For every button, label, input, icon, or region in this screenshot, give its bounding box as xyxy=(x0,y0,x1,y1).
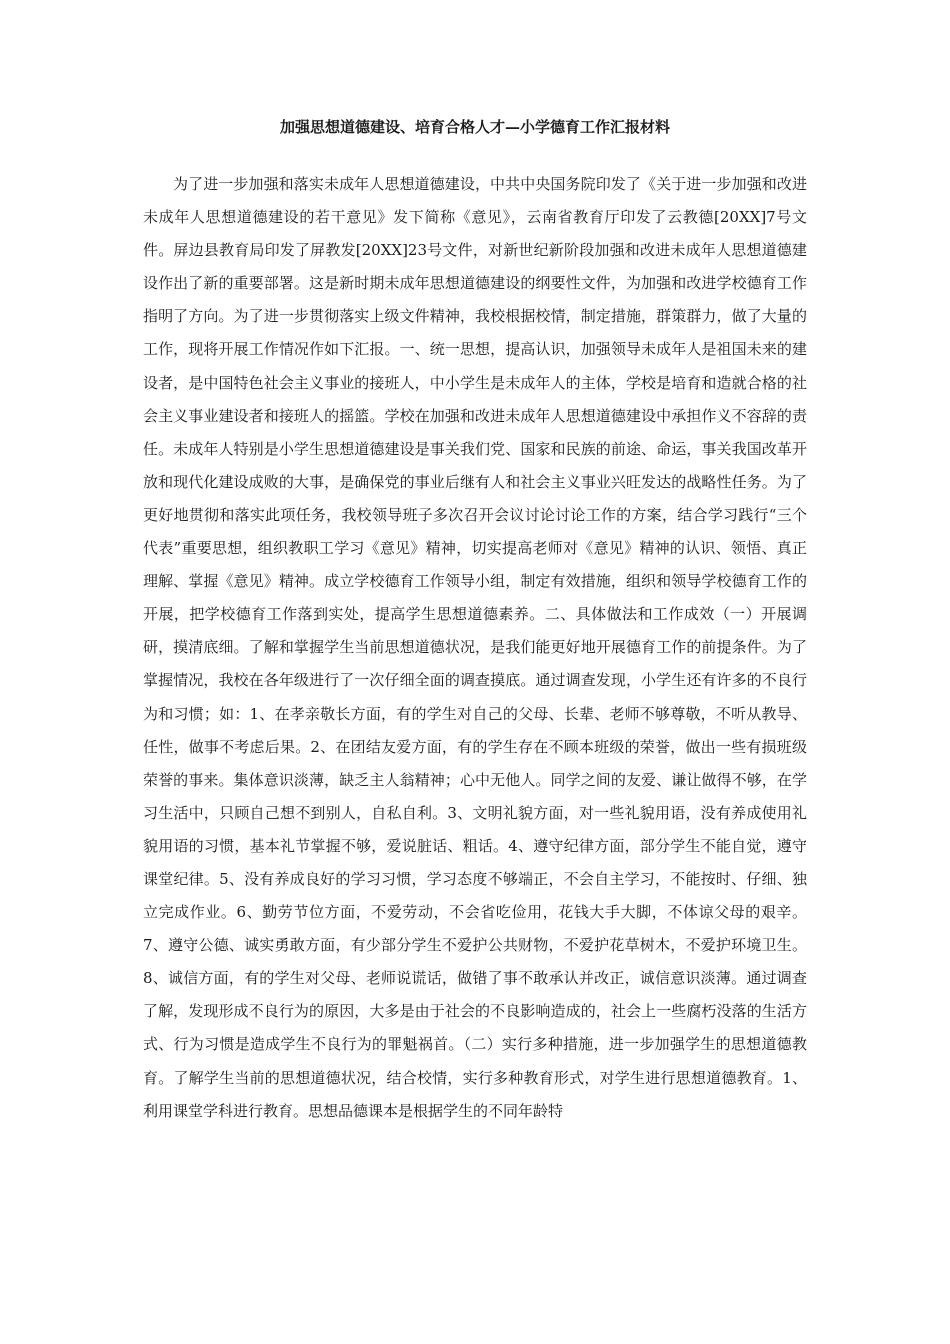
document-title: 加强思想道德建设、培育合格人才—小学德育工作汇报材料 xyxy=(279,118,670,136)
document-body-paragraph: 为了进一步加强和落实未成年人思想道德建设，中共中央国务院印发了《关于进一步加强和改进未成年人思想道德建设的若干意见》发下简称《意见》，云南省教育厅印发了云教德[20XX]7号文件。屏边县教育局印发了屏教发[20XX]23号文件，对新世纪新阶段加强和改进未成年人思想道德建设作出了新的重要部署。这是新时期未成年思想道德建设的纲要性文件，为加强和改进学校德育工作指明了方向。为了进一步贯彻落实上级文件精神，我校根据校情，制定措施，群策群力，做了大量的工作，现将开展工作情况作如下汇报。一、统一思想，提高认识，加强领导未成年人是祖国未来的建设者，是中国特色社会主义事业的接班人，中小学生是未成年人的主体，学校是培育和造就合格的社会主义事业建设者和接班人的摇篮。学校在加强和改进未成年人思想道德建设中承担作义不容辞的责任。未成年人特别是小学生思想道德建设是事关我们党、国家和民族的前途、命运，事关我国改革开放和现代化建设成败的大事，是确保党的事业后继有人和社会主义事业兴旺发达的战略性任务。为了更好地贯彻和落实此项任务，我校领导班子多次召开会议讨论讨论工作的方案，结合学习践行“三个代表”重要思想，组织教职工学习《意见》精神，切实提高老师对《意见》精神的认识、领悟、真正理解、掌握《意见》精神。成立学校德育工作领导小组，制定有效措施，组织和领导学校德育工作的开展，把学校德育工作落到实处，提高学生思想道德素养。二、具体做法和工作成效（一）开展调研，摸清底细。了解和掌握学生当前思想道德状况，是我们能更好地开展德育工作的前提条件。为了掌握情况，我校在各年级进行了一次仔细全面的调查摸底。通过调查发现，小学生还有许多的不良行为和习惯；如：1、在孝亲敬长方面，有的学生对自己的父母、长辈、老师不够尊敬，不听从教导、任性，做事不考虑后果。2、在团结友爱方面，有的学生存在不顾本班级的荣誉，做出一些有损班级荣誉的事来。集体意识淡薄，缺乏主人翁精神；心中无他人。同学之间的友爱、谦让做得不够，在学习生活中，只顾自己想不到别人，自私自利。3、文明礼貌方面，对一些礼貌用语，没有养成使用礼貌用语的习惯，基本礼节掌握不够，爱说脏话、粗话。4、遵守纪律方面，部分学生不能自觉，遵守课堂纪律。5、没有养成良好的学习习惯，学习态度不够端正，不会自主学习，不能按时、仔细、独立完成作业。6、勤劳节位方面，不爱劳动，不会省吃俭用，花钱大手大脚，不体谅父母的艰辛。7、遵守公德、诚实勇敢方面，有少部分学生不爱护公共财物，不爱护花草树木，不爱护环境卫生。8、诚信方面，有的学生对父母、老师说谎话，做错了事不敢承认并改正，诚信意识淡薄。通过调查了解，发现形成不良行为的原因，大多是由于社会的不良影响造成的，社会上一些腐朽没落的生活方式、行为习惯是造成学生不良行为的罪魁祸首。（二）实行多种措施，进一步加强学生的思想道德教育。了解学生当前的思想道德状况，结合校情，实行多种教育形式，对学生进行思想道德教育。1、利用课堂学科进行教育。思想品德课本是根据学生的不同年龄特 xyxy=(143,175,807,1120)
